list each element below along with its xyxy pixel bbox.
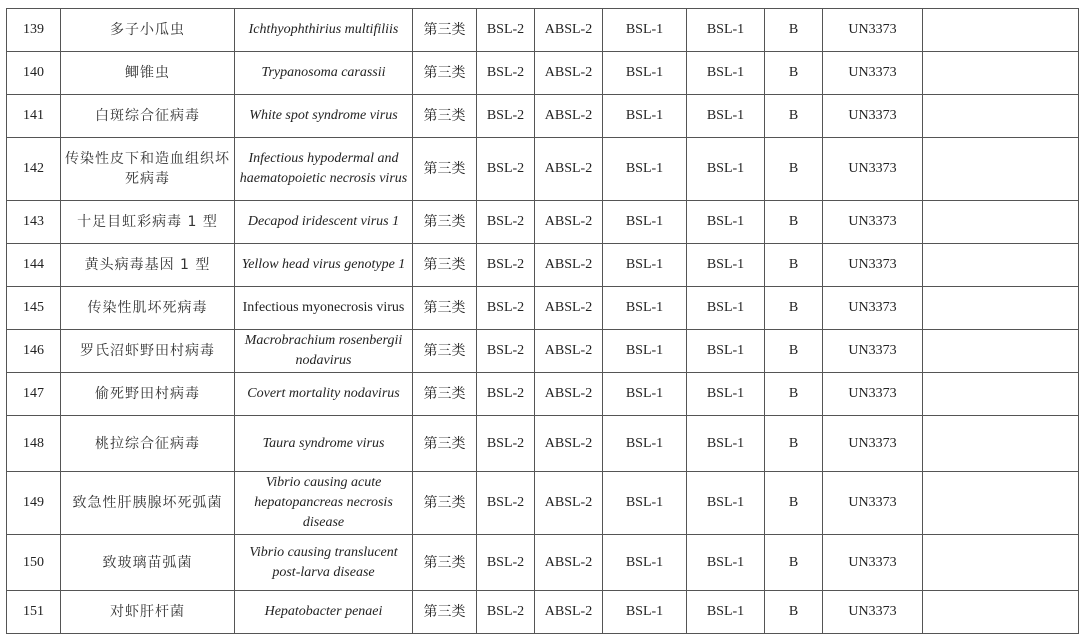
- animal-infection-absl-cell: ABSL-2: [535, 138, 603, 201]
- row-number-cell: 145: [7, 287, 61, 330]
- un-number-cell: UN3373: [823, 472, 923, 535]
- chinese-name-cell: 传染性肌坏死病毒: [61, 287, 235, 330]
- uncultured-material-bsl-cell: BSL-1: [603, 416, 687, 472]
- inactivated-material-bsl-cell: BSL-1: [687, 9, 765, 52]
- packaging-class-cell: B: [765, 330, 823, 373]
- uncultured-material-bsl-cell: BSL-1: [603, 472, 687, 535]
- animal-infection-absl-cell: ABSL-2: [535, 535, 603, 591]
- uncultured-material-bsl-cell: BSL-1: [603, 373, 687, 416]
- inactivated-material-bsl-cell: BSL-1: [687, 330, 765, 373]
- packaging-class-cell: B: [765, 287, 823, 330]
- scientific-name-cell: White spot syndrome virus: [235, 95, 413, 138]
- scientific-name-cell: Vibrio causing acute hepatopancreas necrosis disease: [235, 472, 413, 535]
- row-number-cell: 144: [7, 244, 61, 287]
- remarks-cell: [923, 52, 1079, 95]
- un-number-cell: UN3373: [823, 287, 923, 330]
- culture-bsl-cell: BSL-2: [477, 472, 535, 535]
- inactivated-material-bsl-cell: BSL-1: [687, 472, 765, 535]
- scientific-name-cell: Trypanosoma carassii: [235, 52, 413, 95]
- chinese-name-cell: 多子小瓜虫: [61, 9, 235, 52]
- remarks-cell: [923, 472, 1079, 535]
- un-number-cell: UN3373: [823, 52, 923, 95]
- chinese-name-cell: 黄头病毒基因 1 型: [61, 244, 235, 287]
- hazard-category-cell: 第三类: [413, 95, 477, 138]
- chinese-name-cell: 白斑综合征病毒: [61, 95, 235, 138]
- row-number-cell: 143: [7, 201, 61, 244]
- packaging-class-cell: B: [765, 9, 823, 52]
- remarks-cell: [923, 201, 1079, 244]
- hazard-category-cell: 第三类: [413, 330, 477, 373]
- chinese-name-cell: 致玻璃苗弧菌: [61, 535, 235, 591]
- packaging-class-cell: B: [765, 373, 823, 416]
- un-number-cell: UN3373: [823, 373, 923, 416]
- table-row: [7, 95, 1079, 138]
- packaging-class-cell: B: [765, 201, 823, 244]
- table-row: [7, 472, 1079, 535]
- un-number-cell: UN3373: [823, 201, 923, 244]
- hazard-category-cell: 第三类: [413, 201, 477, 244]
- uncultured-material-bsl-cell: BSL-1: [603, 138, 687, 201]
- table-row: [7, 287, 1079, 330]
- animal-infection-absl-cell: ABSL-2: [535, 201, 603, 244]
- chinese-name-cell: 传染性皮下和造血组织坏死病毒: [61, 138, 235, 201]
- animal-infection-absl-cell: ABSL-2: [535, 95, 603, 138]
- uncultured-material-bsl-cell: BSL-1: [603, 244, 687, 287]
- hazard-category-cell: 第三类: [413, 9, 477, 52]
- remarks-cell: [923, 416, 1079, 472]
- un-number-cell: UN3373: [823, 244, 923, 287]
- table-row: [7, 244, 1079, 287]
- inactivated-material-bsl-cell: BSL-1: [687, 373, 765, 416]
- scientific-name-cell: Macrobrachium rosenbergii nodavirus: [235, 330, 413, 373]
- culture-bsl-cell: BSL-2: [477, 244, 535, 287]
- animal-infection-absl-cell: ABSL-2: [535, 472, 603, 535]
- table-row: [7, 591, 1079, 634]
- animal-infection-absl-cell: ABSL-2: [535, 330, 603, 373]
- animal-infection-absl-cell: ABSL-2: [535, 52, 603, 95]
- hazard-category-cell: 第三类: [413, 138, 477, 201]
- scientific-name-cell: Vibrio causing translucent post-larva disease: [235, 535, 413, 591]
- table-row: [7, 330, 1079, 373]
- inactivated-material-bsl-cell: BSL-1: [687, 416, 765, 472]
- culture-bsl-cell: BSL-2: [477, 201, 535, 244]
- inactivated-material-bsl-cell: BSL-1: [687, 535, 765, 591]
- animal-infection-absl-cell: ABSL-2: [535, 373, 603, 416]
- packaging-class-cell: B: [765, 138, 823, 201]
- packaging-class-cell: B: [765, 52, 823, 95]
- packaging-class-cell: B: [765, 472, 823, 535]
- hazard-category-cell: 第三类: [413, 591, 477, 634]
- remarks-cell: [923, 591, 1079, 634]
- uncultured-material-bsl-cell: BSL-1: [603, 201, 687, 244]
- table-row: [7, 138, 1079, 201]
- culture-bsl-cell: BSL-2: [477, 591, 535, 634]
- un-number-cell: UN3373: [823, 591, 923, 634]
- table-body: [7, 9, 1079, 634]
- chinese-name-cell: 对虾肝杆菌: [61, 591, 235, 634]
- culture-bsl-cell: BSL-2: [477, 330, 535, 373]
- culture-bsl-cell: BSL-2: [477, 52, 535, 95]
- packaging-class-cell: B: [765, 95, 823, 138]
- inactivated-material-bsl-cell: BSL-1: [687, 244, 765, 287]
- uncultured-material-bsl-cell: BSL-1: [603, 535, 687, 591]
- packaging-class-cell: B: [765, 591, 823, 634]
- chinese-name-cell: 鲫锥虫: [61, 52, 235, 95]
- remarks-cell: [923, 95, 1079, 138]
- uncultured-material-bsl-cell: BSL-1: [603, 591, 687, 634]
- uncultured-material-bsl-cell: BSL-1: [603, 287, 687, 330]
- un-number-cell: UN3373: [823, 95, 923, 138]
- remarks-cell: [923, 535, 1079, 591]
- hazard-category-cell: 第三类: [413, 244, 477, 287]
- inactivated-material-bsl-cell: BSL-1: [687, 201, 765, 244]
- animal-infection-absl-cell: ABSL-2: [535, 591, 603, 634]
- un-number-cell: UN3373: [823, 9, 923, 52]
- packaging-class-cell: B: [765, 535, 823, 591]
- inactivated-material-bsl-cell: BSL-1: [687, 138, 765, 201]
- packaging-class-cell: B: [765, 244, 823, 287]
- chinese-name-cell: 偷死野田村病毒: [61, 373, 235, 416]
- scientific-name-cell: Decapod iridescent virus 1: [235, 201, 413, 244]
- row-number-cell: 148: [7, 416, 61, 472]
- remarks-cell: [923, 330, 1079, 373]
- chinese-name-cell: 十足目虹彩病毒 1 型: [61, 201, 235, 244]
- hazard-category-cell: 第三类: [413, 52, 477, 95]
- un-number-cell: UN3373: [823, 330, 923, 373]
- culture-bsl-cell: BSL-2: [477, 287, 535, 330]
- remarks-cell: [923, 373, 1079, 416]
- chinese-name-cell: 致急性肝胰腺坏死弧菌: [61, 472, 235, 535]
- scientific-name-cell: Infectious hypodermal and haematopoietic necrosis virus: [235, 138, 413, 201]
- hazard-category-cell: 第三类: [413, 472, 477, 535]
- row-number-cell: 141: [7, 95, 61, 138]
- scientific-name-cell: Infectious myonecrosis virus: [235, 287, 413, 330]
- row-number-cell: 140: [7, 52, 61, 95]
- hazard-category-cell: 第三类: [413, 535, 477, 591]
- remarks-cell: [923, 138, 1079, 201]
- table-row: [7, 52, 1079, 95]
- inactivated-material-bsl-cell: BSL-1: [687, 591, 765, 634]
- un-number-cell: UN3373: [823, 535, 923, 591]
- row-number-cell: 142: [7, 138, 61, 201]
- uncultured-material-bsl-cell: BSL-1: [603, 52, 687, 95]
- culture-bsl-cell: BSL-2: [477, 535, 535, 591]
- animal-infection-absl-cell: ABSL-2: [535, 416, 603, 472]
- row-number-cell: 151: [7, 591, 61, 634]
- scientific-name-cell: Ichthyophthirius multifiliis: [235, 9, 413, 52]
- remarks-cell: [923, 9, 1079, 52]
- hazard-category-cell: 第三类: [413, 416, 477, 472]
- row-number-cell: 149: [7, 472, 61, 535]
- culture-bsl-cell: BSL-2: [477, 95, 535, 138]
- chinese-name-cell: 桃拉综合征病毒: [61, 416, 235, 472]
- table-row: [7, 201, 1079, 244]
- chinese-name-cell: 罗氏沼虾野田村病毒: [61, 330, 235, 373]
- inactivated-material-bsl-cell: BSL-1: [687, 95, 765, 138]
- culture-bsl-cell: BSL-2: [477, 138, 535, 201]
- un-number-cell: UN3373: [823, 138, 923, 201]
- hazard-category-cell: 第三类: [413, 373, 477, 416]
- remarks-cell: [923, 287, 1079, 330]
- uncultured-material-bsl-cell: BSL-1: [603, 95, 687, 138]
- animal-infection-absl-cell: ABSL-2: [535, 244, 603, 287]
- row-number-cell: 139: [7, 9, 61, 52]
- scientific-name-cell: Hepatobacter penaei: [235, 591, 413, 634]
- remarks-cell: [923, 244, 1079, 287]
- scientific-name-cell: Covert mortality nodavirus: [235, 373, 413, 416]
- pathogen-table: [6, 8, 1079, 634]
- row-number-cell: 146: [7, 330, 61, 373]
- uncultured-material-bsl-cell: BSL-1: [603, 9, 687, 52]
- un-number-cell: UN3373: [823, 416, 923, 472]
- culture-bsl-cell: BSL-2: [477, 373, 535, 416]
- culture-bsl-cell: BSL-2: [477, 9, 535, 52]
- animal-infection-absl-cell: ABSL-2: [535, 9, 603, 52]
- uncultured-material-bsl-cell: BSL-1: [603, 330, 687, 373]
- scientific-name-cell: Taura syndrome virus: [235, 416, 413, 472]
- hazard-category-cell: 第三类: [413, 287, 477, 330]
- culture-bsl-cell: BSL-2: [477, 416, 535, 472]
- inactivated-material-bsl-cell: BSL-1: [687, 287, 765, 330]
- packaging-class-cell: B: [765, 416, 823, 472]
- animal-infection-absl-cell: ABSL-2: [535, 287, 603, 330]
- table-row: [7, 416, 1079, 472]
- table-row: [7, 9, 1079, 52]
- table-row: [7, 373, 1079, 416]
- row-number-cell: 147: [7, 373, 61, 416]
- inactivated-material-bsl-cell: BSL-1: [687, 52, 765, 95]
- table-row: [7, 535, 1079, 591]
- row-number-cell: 150: [7, 535, 61, 591]
- scientific-name-cell: Yellow head virus genotype 1: [235, 244, 413, 287]
